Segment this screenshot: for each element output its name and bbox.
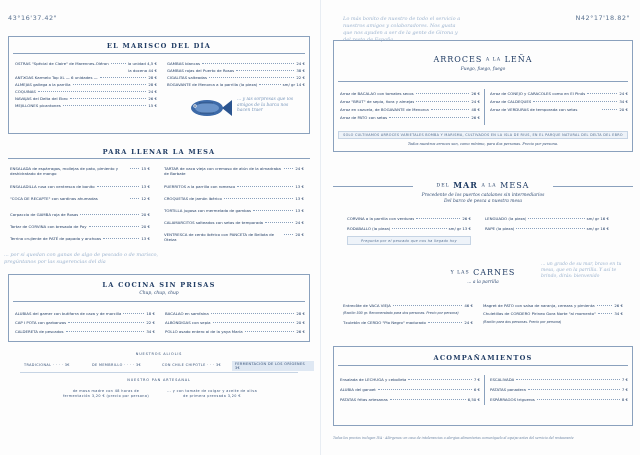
menu-item: COQUINAS 24 €: [15, 89, 157, 94]
mar-note: Pregunta por el pescado que nos ha llegado hoy: [347, 236, 471, 245]
alioli-item: DE MEMBRILLO · · · · 3€: [92, 363, 142, 367]
menu-item: BACALAO en samfaina 28 €: [165, 311, 305, 316]
menu-item: Magret de PATO con salsa de naranja, cerezas y pimienta 26 €: [483, 303, 623, 308]
menu-item: MEJILLONES picantones 15 €: [15, 103, 157, 108]
menu-item: GAMBAS rojas del Puerto de Rosas 38 €: [167, 68, 305, 73]
fish-illustration: [185, 95, 233, 121]
divider: [338, 81, 628, 82]
menu-item: Arroz de VERDURAS de temporada con setas 20 €: [490, 107, 628, 112]
menu-item: ALUBIA del ganxet 6 €: [340, 387, 480, 392]
arroces-note: SOLO CULTIVAMOS ARROCES VARIETALES BOMBA Y MARISMA, CULTIVADOS EN LA ISLA DE RIUS, EN EL PARQUE NATURAL DEL DELTA DEL EBRO: [338, 131, 628, 139]
cocina-subtitle: Chup, chup, chup: [139, 291, 179, 296]
cocina-title: LA COCINA SIN PRISAS: [102, 281, 216, 289]
menu-item: CAP I POTA con garbanzos 22 €: [15, 320, 155, 325]
coordinates-left: 43°16'37.42": [8, 14, 58, 22]
menu-item: la docena 44 €: [128, 68, 157, 73]
menu-item: NAVAJAS del Delta del Ebro 26 €: [15, 96, 157, 101]
pan-right: ... y con tomate de colgar y aceite de oliva de primera prensada 3,20 €: [166, 389, 258, 398]
menu-item: PUERRITOS a la parrilla con romesco 13 €: [164, 184, 304, 189]
arroces-title: ARROCES A LA LEÑA: [433, 55, 533, 64]
divider: [553, 186, 633, 187]
alioli-title: NUESTROS ALIOLIS: [135, 352, 183, 356]
menu-item: PATATAS fritas artesanas 6,50 €: [340, 397, 480, 402]
menu-item: CORVINA a la parrilla con verduras 26 €: [347, 216, 471, 221]
menu-item: CIGALITAS salteadas 22 €: [167, 75, 305, 80]
handwritten-note-right: Lo más bonito de nuestro de todo el servicio a nuestros amigos y colaboradores. Nos gusta que nos ayuden a ser de la gente de Girona y del resto de España: [343, 16, 461, 43]
menu-item: Arroz de PATO con setas 26 €: [340, 115, 480, 120]
menu-item: ENSALADA de espárragos, mollejas de pato, pimiento y deshidratado de mango 15 €: [10, 166, 150, 176]
divider: [13, 301, 305, 302]
menu-item-note: (Ración 500 gr. Recomendado para dos personas. Precio por persona): [343, 311, 459, 315]
carnes-title: Y LAS CARNES: [450, 268, 516, 277]
divider: [8, 158, 310, 159]
mar-subtitle2: Del barco de pesca a nuestra mesa: [444, 199, 522, 204]
menu-item-note: (Ración para dos personas. Precio por persona): [483, 320, 562, 324]
menu-item: CALAMARCITOS salteados con setas de temporada 24 €: [164, 220, 304, 225]
menu-item: ANTXOAS Karmelo Top XL — 6 unidades — 28 €: [15, 75, 157, 80]
menu-item: ALBÓNDIGAS con sepia 20 €: [165, 320, 305, 325]
menu-item: POLLO asado entero al de la yaya María 26 €: [165, 329, 305, 334]
alioli-item: CON CHILE CHIPOTLE · · · 3€: [162, 363, 222, 367]
menu-item: ESCALIVADA 7 €: [490, 377, 628, 382]
acomp-box: [333, 346, 633, 426]
menu-item: Arroz "BRUT" de sepia, ñora y almejas 24 €: [340, 99, 480, 104]
footnote: Todos los precios incluyen IVA · Alérgenos: en caso de intolerancias o alergias alimentarias comuníquelo al equipo antes del servicio del restaurante: [333, 436, 574, 440]
menu-item: RODABALLO (la pieza) sm/ gr 13 €: [347, 226, 471, 231]
handwritten-note-carnes: ... un grado de su mar, bravo en tu mesa, que en la parrilla. Y así te brindo, dirás: bienvenido: [541, 262, 622, 279]
llenar-title: PARA LLENAR LA MESA: [102, 148, 216, 156]
mar-title: DEL MAR A LA MESA: [436, 180, 530, 190]
menu-item: CALDERETA de pescados 34 €: [15, 329, 155, 334]
menu-item: Arroz de CALDEQUES 34 €: [490, 99, 628, 104]
marisco-title: EL MARISCO DEL DÍA: [106, 42, 212, 50]
menu-item: LENGUADO (la pieza) sm/ gr 16 €: [485, 216, 609, 221]
pan-title: NUESTRO PAN ARTESANAL: [127, 378, 191, 382]
divider: [333, 186, 413, 187]
menu-item: ALMEJAS gallega a la parrilla 28 €: [15, 82, 157, 87]
menu-item: CROQUETAS de jamón ibérico 13 €: [164, 196, 304, 201]
menu-item: Chuletillas de CORDERO Pirineo Gora Norte "al momento" 34 €: [483, 311, 623, 316]
menu-item: Ensalada de LECHUGA y cebolleta 7 €: [340, 377, 480, 382]
menu-item: VENTRESCA de cerdo ibérico con PANCETA de Bellota de Oteiza 20 €: [164, 232, 304, 242]
menu-item: ENSALADILLA rusa con ventresca de bonito 13 €: [10, 184, 150, 189]
alioli-item: FERMENTACIÓN DE LOS ORÍGENES 3€: [232, 361, 314, 371]
divider: [338, 365, 628, 366]
menu-item: TARTAR de vaca vieja con cremoso de atún de la almadraba de Barbate 24 €: [164, 166, 304, 176]
handwritten-note-left: ... por si quedan con ganas de algo de pescado o de marisco, pregúntanos por las sugerencias del día: [4, 252, 159, 265]
menu-item: Txuletón de CERDO "Pio Negro" madurado 24 €: [343, 320, 473, 325]
menu-item: Tartar de CORVINA con bresaola de Poy 20 €: [10, 224, 150, 229]
arroces-note2: Todos nuestros arroces son, como mínimo, para dos personas. Precio por persona.: [407, 142, 559, 146]
menu-item: ESPÁRRAGOS trigueros 8 €: [490, 397, 628, 402]
marisco-box: [8, 36, 310, 134]
column-divider: [484, 89, 485, 125]
alioli-item: TRADICIONAL · · · · 3€: [24, 363, 70, 367]
menu-item: Entrecôte de VACA VIEJA 46 €: [343, 303, 473, 308]
mar-subtitle: Procedente de los puertos catalanes sin intermediarios: [421, 193, 545, 198]
menu-item: GAMBAS blancas 24 €: [167, 61, 305, 66]
coordinates-right: N42°17'18.82": [575, 14, 630, 22]
menu-item: Arroz en cazuela, de BOGAVANTE de Menorca 48 €: [340, 107, 480, 112]
divider: [13, 53, 305, 54]
menu-item: OSTRAS "Spécial de Claire" de Marennes-Oléron la unidad 4,5 €: [15, 61, 157, 66]
menu-item: "COCA DE RECAPTE" con sardinas ahumadas 12 €: [10, 196, 150, 201]
acomp-title: ACOMPAÑAMIENTOS: [433, 354, 533, 362]
menu-page-right: [320, 0, 640, 455]
arroces-box: [333, 40, 633, 152]
menu-item: Arroz de CONEJO y CARACOLES como en El Pinós 24 €: [490, 91, 628, 96]
menu-item: Carpaccio de GAMBA roja de Rosas 20 €: [10, 212, 150, 217]
menu-item: Arroz de BACALAO con tomates secos 26 €: [340, 91, 480, 96]
menu-item: RAPE (la pieza) sm/ gr 16 €: [485, 226, 609, 231]
menu-item: BOGAVANTE de Menorca a la parrilla (la pieza) sm/ gr 14 €: [167, 82, 305, 87]
menu-item: ALUBIAS del gamer con butifarra de caza y de morcilla 18 €: [15, 311, 155, 316]
menu-item: PATATAS panadera 7 €: [490, 387, 628, 392]
menu-item: Terrina crujiente de PATÉ de papada y anchoas 13 €: [10, 236, 150, 241]
marisco-aside: ... y las sorpresas que los amigos de la barca nos hacen traer: [237, 97, 294, 113]
cocina-box: [8, 274, 310, 342]
carnes-subtitle: ... a la parrilla: [467, 280, 499, 285]
divider: [20, 372, 298, 373]
column-divider: [484, 375, 485, 405]
menu-item: TORTILLA jugosa con mermelada de gambas 13 €: [164, 208, 304, 213]
pan-left: de masa madre con 48 horas de fermentación 3,20 € (precio por persona): [62, 389, 150, 398]
arroces-subtitle: Fuego, fuego, fuego: [460, 67, 506, 72]
